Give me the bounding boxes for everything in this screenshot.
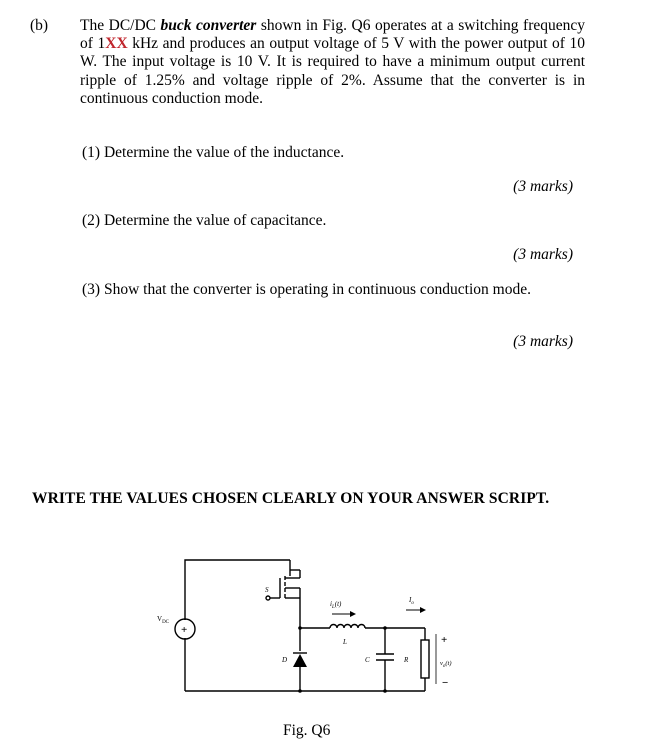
il-symbol: i — [330, 600, 332, 608]
switch-label: S — [265, 586, 269, 594]
vo-minus: − — [442, 677, 449, 689]
capacitor-label: C — [365, 656, 370, 664]
il-suffix: (t) — [334, 600, 342, 608]
subquestion-3: (3) Show that the converter is operating in continuous conduction mode. — [82, 281, 531, 298]
text-segment: shown in Fig. Q6 operates at a switching frequency of 1 — [80, 17, 586, 53]
il-subscript: L — [331, 605, 335, 610]
vo-suffix: (t) — [445, 660, 452, 667]
junction-node — [383, 689, 387, 693]
resistor-body — [421, 640, 429, 678]
diode-triangle — [293, 654, 307, 667]
subquestion-1: (1) Determine the value of the inductance. — [82, 144, 345, 161]
instruction: WRITE THE VALUES CHOSEN CLEARLY ON YOUR ANSWER SCRIPT. — [32, 490, 550, 507]
vdc-subscript: DC — [162, 620, 170, 625]
io-symbol: I — [409, 596, 412, 604]
io-label — [408, 596, 414, 606]
marks-2: (3 marks) — [513, 246, 573, 263]
frequency-placeholder: XX — [105, 35, 128, 53]
diode-label: D — [282, 656, 288, 664]
text-segment: The DC/DC — [80, 17, 161, 34]
buck-converter-circuit — [157, 548, 480, 713]
junction-node — [298, 689, 302, 693]
question-text — [80, 17, 585, 108]
vo-plus: + — [441, 634, 448, 646]
vo-subscript: o — [442, 664, 446, 669]
resistor-label: R — [404, 656, 409, 664]
buck-converter-emphasis: buck converter — [160, 17, 257, 34]
il-arrow-head — [350, 611, 356, 617]
il-label — [330, 600, 342, 610]
text-segment: kHz and produces an output voltage of 5 V with the power output of 10 W. The input voltage is 10 V. It is required to have a minimum output current ripple of 1.25% and voltage ripple of 2%. Assume that the converter is in continuous conduction mode. — [80, 35, 585, 107]
vdc-symbol: V — [157, 615, 163, 623]
inductor-coil — [330, 625, 365, 629]
subquestion-2: (2) Determine the value of capacitance. — [82, 212, 327, 229]
junction-node — [383, 626, 387, 630]
vo-label — [440, 660, 452, 669]
source-plus: + — [181, 624, 188, 636]
question-label: (b) — [30, 17, 49, 34]
figure-caption: Fig. Q6 — [283, 722, 331, 739]
gate-terminal — [266, 596, 270, 600]
io-arrow-head — [420, 607, 426, 613]
io-subscript: o — [411, 601, 414, 606]
wire-top-left — [185, 560, 290, 620]
marks-1: (3 marks) — [513, 178, 573, 195]
vdc-label — [157, 615, 170, 625]
vo-symbol: v — [440, 660, 443, 667]
inductor-label: L — [343, 638, 347, 646]
junction-node — [298, 626, 302, 630]
marks-3: (3 marks) — [513, 333, 573, 350]
